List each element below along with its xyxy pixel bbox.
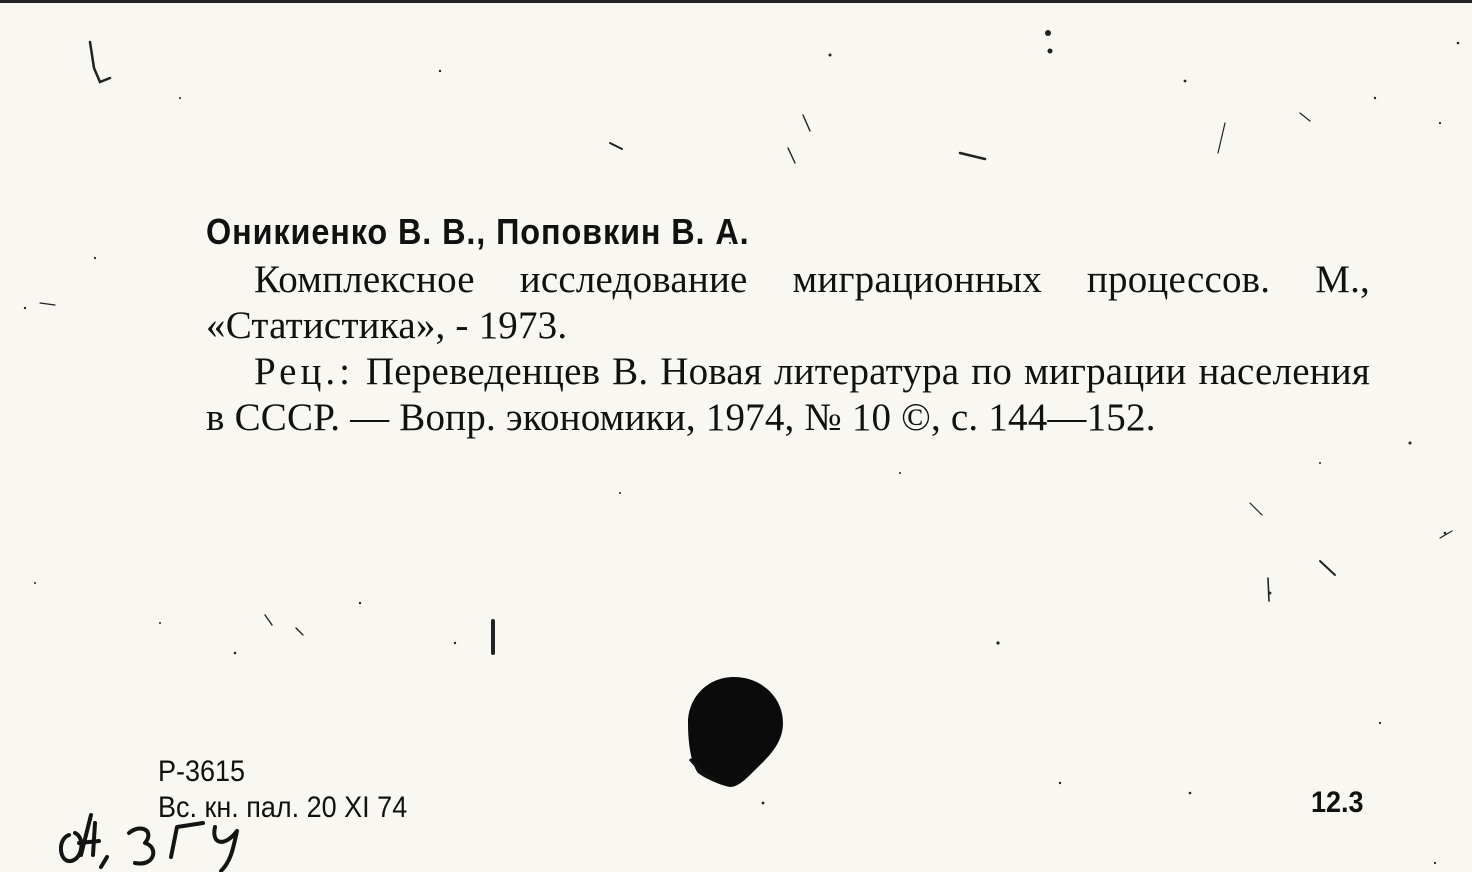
punch-hole (686, 675, 786, 791)
review-text: Переведенцев В. Новая литература по миграции населения в СССР. — Вопр. экономики, 1974, № 10 ©, с. 144—152. (206, 350, 1370, 439)
title-description: Комплексное исследование миграционных процессов. М., «Статистика», - 1973. (206, 258, 1370, 347)
card-code: Р-3615 (158, 755, 246, 788)
pencil-mark (80, 38, 120, 98)
card-number: 12.3 (1311, 786, 1364, 819)
handwritten-shelfmark (55, 805, 255, 872)
review-label: Рец.: (254, 350, 354, 393)
print-info: Вс. кн. пал. 20 XI 74 (158, 791, 408, 824)
author-line: Оникиенко В. В., Поповкин В. А. (206, 211, 750, 252)
bibliographic-entry (206, 207, 1370, 441)
review-paragraph (206, 349, 1370, 441)
handwritten-note-graphic (55, 805, 255, 872)
